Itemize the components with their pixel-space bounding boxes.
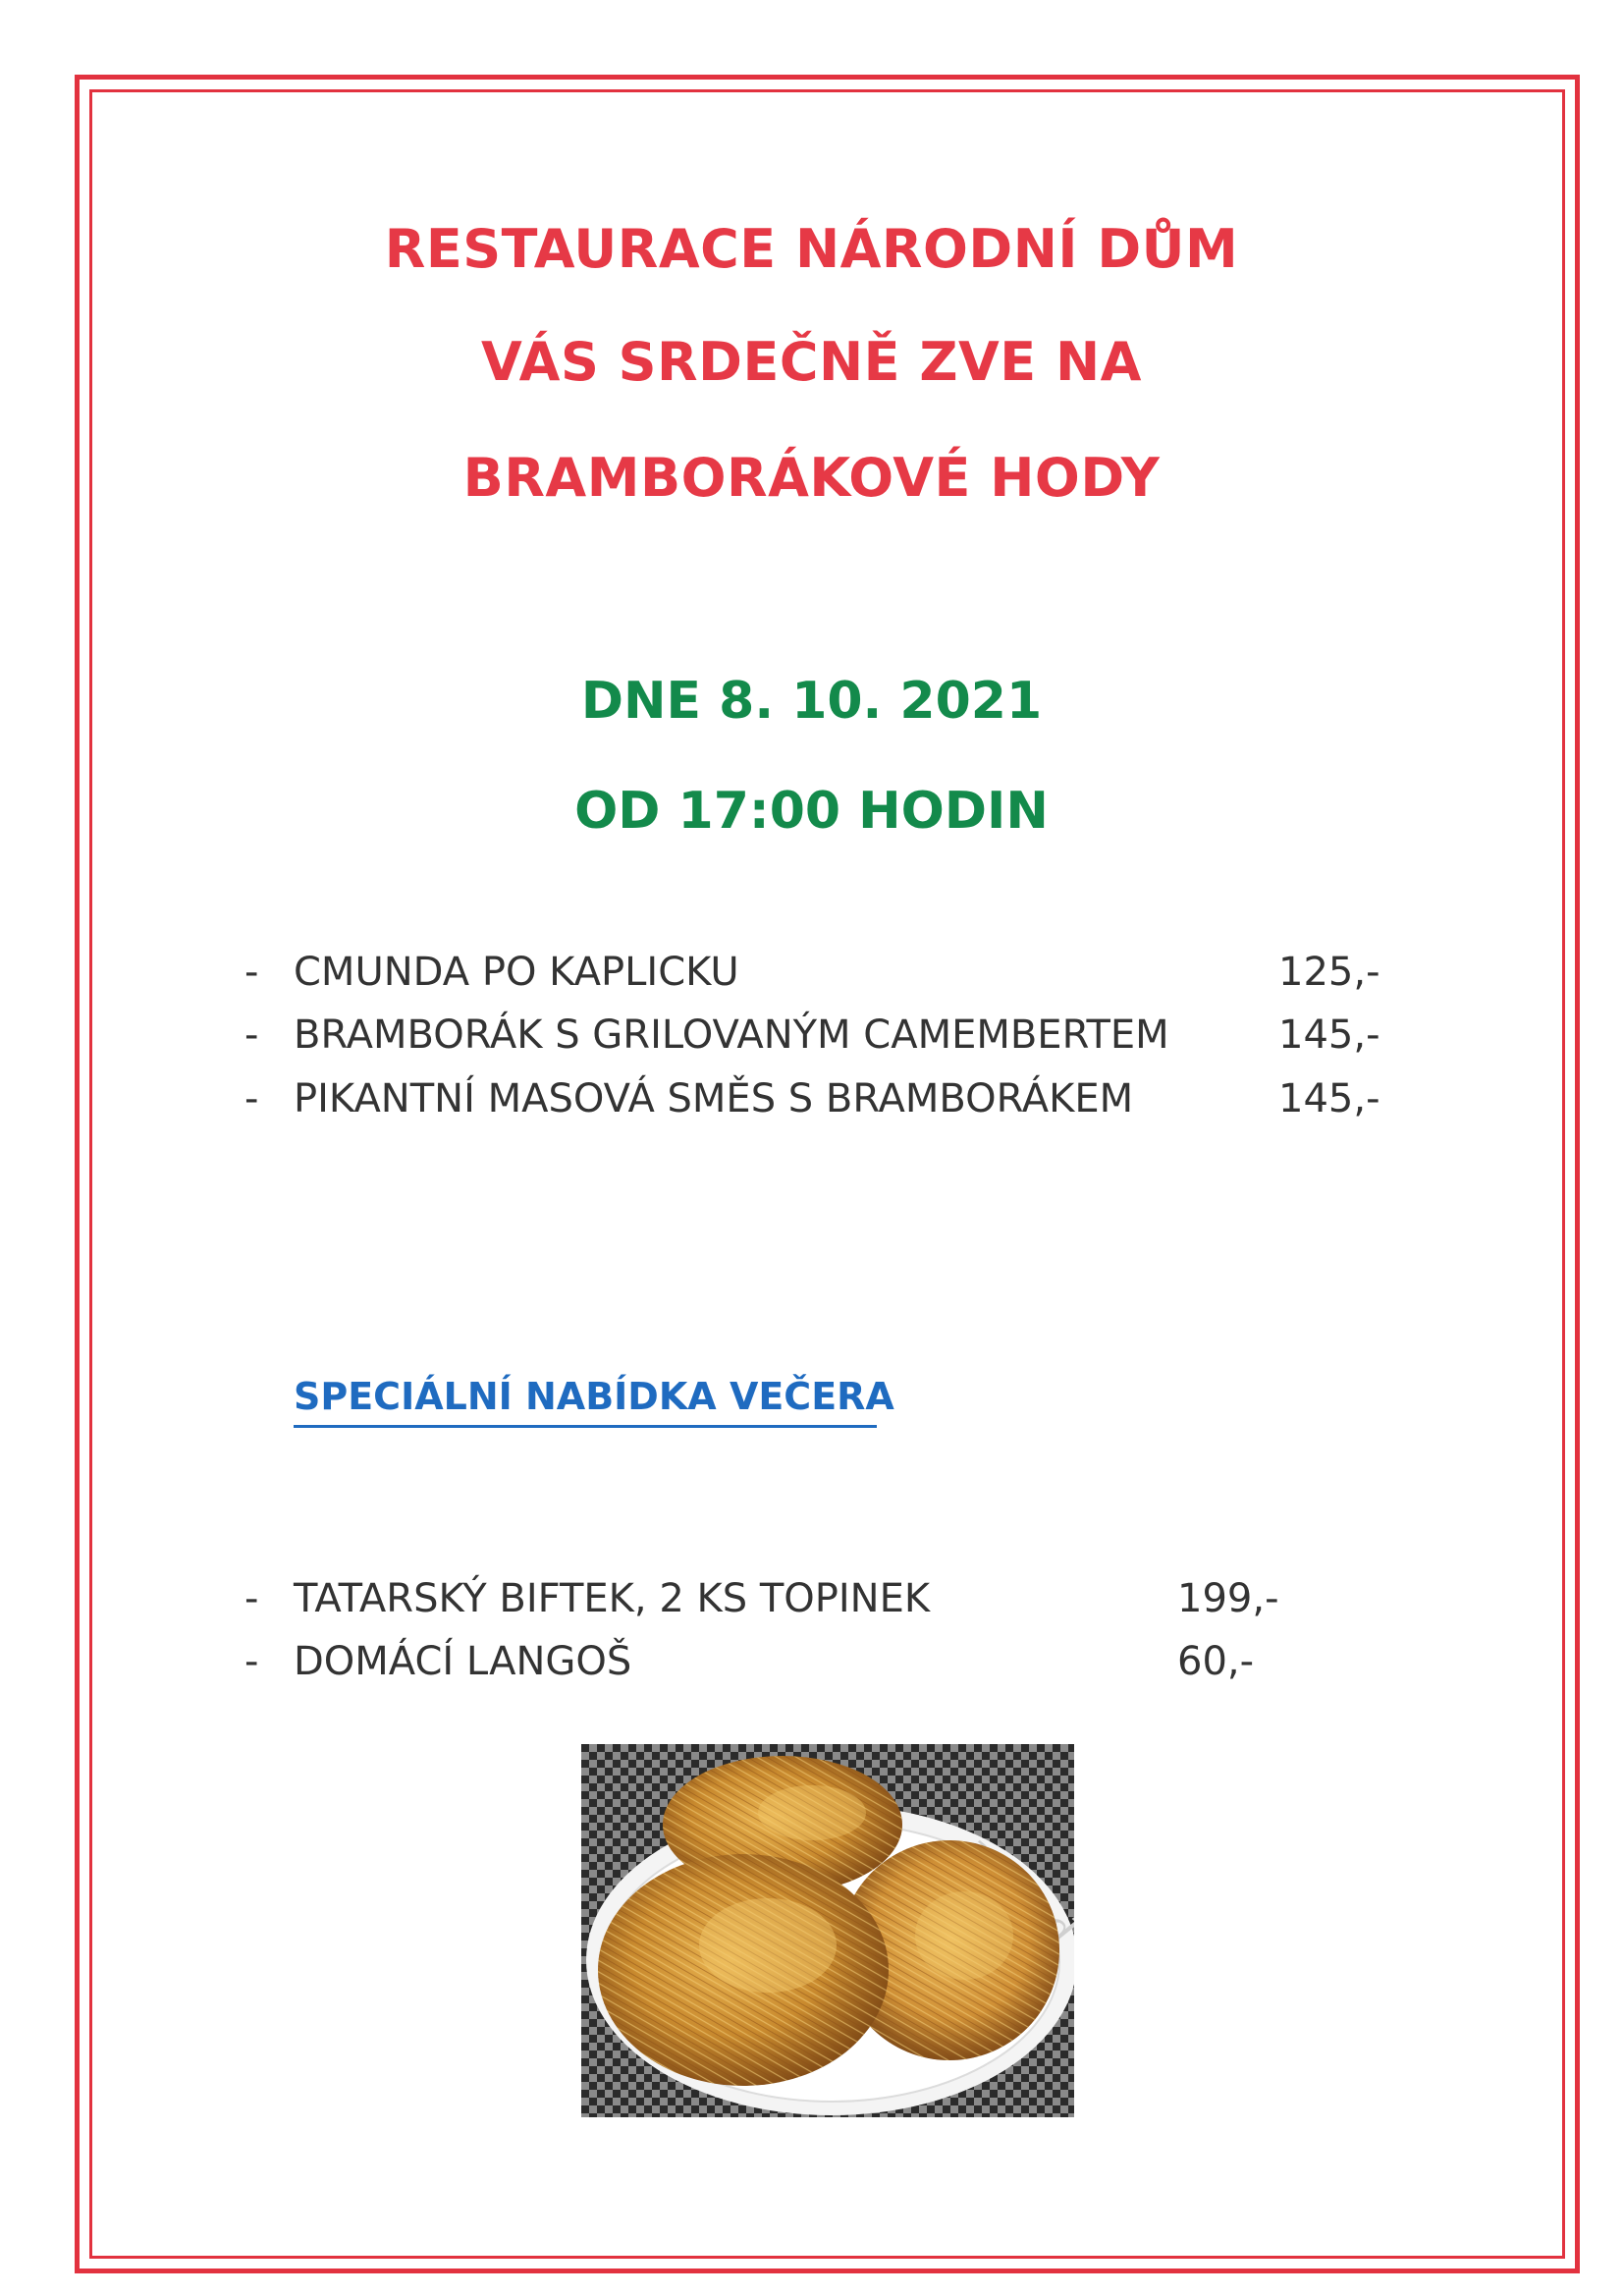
event-date: DNE 8. 10. 2021 — [580, 672, 1043, 731]
menu-item-name: CMUNDA PO KAPLICKU — [294, 950, 739, 995]
title-line-2: VÁS SRDEČNĚ ZVE NA — [481, 331, 1142, 393]
title-line-1: RESTAURACE NÁRODNÍ DŮM — [384, 218, 1239, 280]
menu-item-price: 199,- — [1177, 1576, 1279, 1621]
menu-item-dash: - — [244, 1576, 259, 1621]
potato-pancakes-photo — [581, 1744, 1074, 2117]
menu-item-name: PIKANTNÍ MASOVÁ SMĚS S BRAMBORÁKEM — [294, 1076, 1134, 1121]
menu-item-name: TATARSKÝ BIFTEK, 2 KS TOPINEK — [294, 1576, 931, 1621]
special-offer-heading: SPECIÁLNÍ NABÍDKA VEČERA — [294, 1375, 894, 1418]
menu-item-price: 145,- — [1278, 1012, 1380, 1058]
menu-item-name: BRAMBORÁK S GRILOVANÝM CAMEMBERTEM — [294, 1012, 1169, 1058]
menu-item-dash: - — [244, 950, 259, 995]
menu-item-price: 60,- — [1177, 1639, 1255, 1684]
event-time: OD 17:00 HODIN — [574, 782, 1049, 841]
menu-item-dash: - — [244, 1012, 259, 1058]
menu-item-name: DOMÁCÍ LANGOŠ — [294, 1639, 632, 1684]
menu-item-price: 125,- — [1278, 950, 1380, 995]
menu-item-dash: - — [244, 1076, 259, 1121]
special-offer-underline — [294, 1425, 877, 1428]
menu-item-dash: - — [244, 1639, 259, 1684]
title-line-3: BRAMBORÁKOVÉ HODY — [462, 447, 1161, 509]
menu-item-price: 145,- — [1278, 1076, 1380, 1121]
